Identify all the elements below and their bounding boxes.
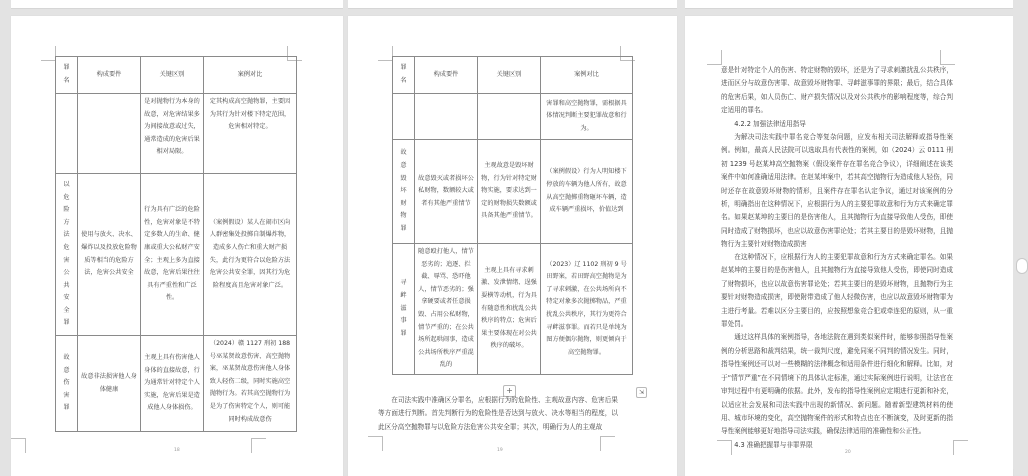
- body-text: [721, 64, 953, 449]
- section-heading-4-3: 4.3 准确把握罪与非罪界限: [734, 440, 813, 449]
- cell-elements: 故意毁灭或者损坏公私财物，数额较大或者有其他严重情节: [415, 140, 478, 244]
- body-paragraph: 在这种情况下，应根据行为人的主要犯罪故意和行为方式来确定罪名。如果赵某坤的主要目的是伤害他人，且其抛物行为直接导致他人受伤，即使同时造成了财物损坏，也应以故意伤害罪论处；若其主要目的是毁坏财物，且抛物行为主要针对财物造成损害，即使附带造成了他人轻微伤害，也应以故意毁坏财物罪为主进行考量。若难以区分主要目的，应按照想象竞合犯或牵连犯的原则，从一重罪处罚。: [721, 253, 953, 329]
- cell-difference: 主观上具有伤害他人身体的直接故意，行为通常针对特定个人实施，危害后果是造成他人身体损伤。: [141, 336, 204, 432]
- header-key-difference: 关键区别: [478, 57, 541, 94]
- document-page-20: [685, 16, 1013, 476]
- cell-difference: 主观故意是毁坏财物，行为针对特定财物实施，要求达到一定的财物损失数额或具备其他严重情节。: [478, 140, 541, 244]
- table-row: [56, 94, 297, 174]
- header-case-comparison: 案例对比: [541, 57, 633, 94]
- table-row: [56, 174, 297, 336]
- cell-case: （案例假设）行为人明知楼下停放的车辆为他人所有，故意从高空抛掷重物砸坏车辆，造成车辆严重损坏，价值达到: [541, 140, 633, 244]
- crop-mark: [378, 46, 393, 61]
- header-case-comparison: 案例对比: [204, 57, 297, 94]
- previous-page-bottom: [685, 0, 1013, 9]
- cell-crime-name: 故意毁坏财物罪: [393, 140, 415, 244]
- body-paragraph: 在司法实践中准确区分罪名，应根据行为的危险性、主观故意内容、危害后果等方面进行判断。首先判断行为的危险性是否达到与放火、决水等相当的程度，以此区分高空抛物罪与以危险方法危害公共安全罪；其次，明确行为人的主观故: [378, 396, 618, 431]
- crop-mark: [600, 436, 615, 451]
- document-page-18: [11, 16, 343, 476]
- table-header-row: [56, 57, 297, 94]
- cell-difference: 是对抛物行为本身的故意，对危害结果多为间接故意或过失，通常造成的危害后果相对局限。: [141, 94, 204, 174]
- crop-mark: [707, 50, 722, 65]
- continuation-paragraph: 意是针对特定个人的伤害、特定财物的毁坏，还是为了寻求刺激扰乱公共秩序，进而区分与故意伤害罪、故意毁坏财物罪、寻衅滋事罪的界限；最后，结合具体的危害后果，如人员伤亡、财产损失情况以及对公共秩序的影响程度等，综合判定适用的罪名。: [721, 66, 953, 115]
- page-number: 19: [497, 448, 503, 453]
- scroll-handle[interactable]: [1016, 258, 1028, 274]
- crime-comparison-table: [392, 56, 633, 375]
- cell-difference: 主观上具有寻求刺激、发泄情绪、逞强耍横等动机，行为具有随意性和扰乱公共秩序的特点；危害后果主要体现在对公共秩序的破坏。: [478, 244, 541, 375]
- table-row: [393, 94, 633, 140]
- crop-mark: [940, 50, 955, 65]
- crop-mark: [717, 440, 732, 455]
- crop-mark: [368, 436, 383, 451]
- header-elements: 构成要件: [78, 57, 141, 94]
- cell-crime-name: 寻衅滋事罪: [393, 244, 415, 375]
- crop-mark: [11, 438, 26, 453]
- table-row: [56, 336, 297, 432]
- body-paragraph: 为解决司法实践中罪名竞合等复杂问题，应发布相关司法解释或指导性案例。例如，最高人民法院可以选取具有代表性的案例，如（2024）云 0111 刑初 1239 号赵某坤高空抛物案（假设案件存在罪名竞合争议），详细阐述在该类案件中如何准确适用法律。在赵某坤案中，若其高空抛物行为造成他人轻伤，同时还存在故意毁坏财物的情形，且案件存在罪名认定争议，通过对该案例的分析，明确指出在这种情况下，应根据行为人的主要犯罪故意和行为方式来确定罪名。如果赵某坤的主要目的是伤害他人，且其抛物行为直接导致他人受伤，即使同时造成了财物损坏，也应以故意伤害罪论处；若其主要目的是毁坏财物，且抛物行为主要针对财物造成损害: [721, 133, 953, 249]
- crop-mark: [251, 438, 266, 453]
- crop-mark: [953, 440, 968, 455]
- vertical-scrollbar[interactable]: [1013, 0, 1024, 469]
- table-resize-icon[interactable]: ⇲: [636, 387, 647, 398]
- crop-mark: [41, 46, 56, 61]
- cell-crime-name: 故意伤害罪: [56, 336, 78, 432]
- cell-elements: 随意殴打他人，情节恶劣的；追逐、拦截、辱骂、恐吓他人，情节恶劣的；强拿硬要或者任意损毁、占用公私财物，情节严重的；在公共场所起哄闹事，造成公共场所秩序严重混乱的: [415, 244, 478, 375]
- previous-page-bottom: [348, 0, 677, 9]
- table-row: [393, 140, 633, 244]
- cell-case: 害罪和高空抛物罪，需根据具体情况判断主要犯罪故意和行为。: [541, 94, 633, 140]
- page-number: 20: [845, 450, 851, 455]
- cell-elements: 故意非法损害他人身体健康: [78, 336, 141, 432]
- cell-case: （2024）赣 1127 刑初 188 号巫某贤故意伤害、高空抛物案，巫某贤故意伤害他人身体致人轻伤二级，同时实施高空抛物行为。若其高空抛物行为是为了伤害特定个人，则可能同时构成故意伤: [204, 336, 297, 432]
- section-heading-4-2-2: 4.2.2 加强法律适用指导: [734, 119, 806, 128]
- page-number: 18: [174, 448, 180, 453]
- document-page-19: [348, 16, 677, 476]
- header-crime-name: 罪名: [56, 57, 78, 94]
- table-header-row: [393, 57, 633, 94]
- header-crime-name: 罪名: [393, 57, 415, 94]
- cell-elements: [78, 94, 141, 174]
- body-paragraph: 通过这样具体的案例指导，各地法院在遇到类似案件时，能够参照指导性案例的分析思路和裁判结果，统一裁判尺度，避免同案不同判的情况发生。同时，指导性案例还可以对一些模糊的法律概念和适用条件进行细化和解释。比如，对于“情节严重”在不同情境下的具体认定标准，通过实际案例进行说明，让法官在审判过程中有更明确的依据。此外，发布的指导性案例应定期进行更新和补充，以适应社会发展和司法实践中出现的新情况、新问题。随着新型建筑材料的使用、城市环境的变化，高空抛物案件的形式和特点也在不断演变，及时更新的指导性案例能够更好地指导司法实践，确保法律适用的准确性和公正性。: [721, 333, 953, 436]
- cell-case: （案例假设）某人在闹市区向人群密集处投掷自制爆炸物，造成多人伤亡和重大财产损失，此行为更符合以危险方法危害公共安全罪，因其行为危险程度高且危害对象广泛。: [204, 174, 297, 336]
- cell-elements: [415, 94, 478, 140]
- cell-crime-name: [56, 94, 78, 174]
- header-key-difference: 关键区别: [141, 57, 204, 94]
- table-row: [393, 244, 633, 375]
- cell-crime-name: [393, 94, 415, 140]
- add-table-row-button[interactable]: +: [503, 385, 516, 397]
- cell-difference: [478, 94, 541, 140]
- cell-case: （2023）辽 1102 刑初 9 号田野案，若田野高空抛物是为了寻求刺激，在公共场所向不特定对象多次抛掷物品，严重扰乱公共秩序，其行为更符合寻衅滋事罪。而若只是单纯为图方便偶尔抛物，则更倾向于高空抛物罪。: [541, 244, 633, 375]
- header-elements: 构成要件: [415, 57, 478, 94]
- cell-difference: 行为具有广泛的危险性，危害对象是不特定多数人的生命、健康或重大公私财产安全；主观上多为直接故意，危害后果往往具有严重性和广泛性。: [141, 174, 204, 336]
- previous-page-bottom: [11, 0, 343, 9]
- cell-case: 定其构成高空抛物罪，主要因为其行为针对楼下特定范围，危害相对特定。: [204, 94, 297, 174]
- cell-crime-name: 以危险方法危害公共安全罪: [56, 174, 78, 336]
- crime-comparison-table: [55, 56, 297, 432]
- cell-elements: 使用与放火、决水、爆炸以及投放危险物质等相当的危险方法，危害公共安全: [78, 174, 141, 336]
